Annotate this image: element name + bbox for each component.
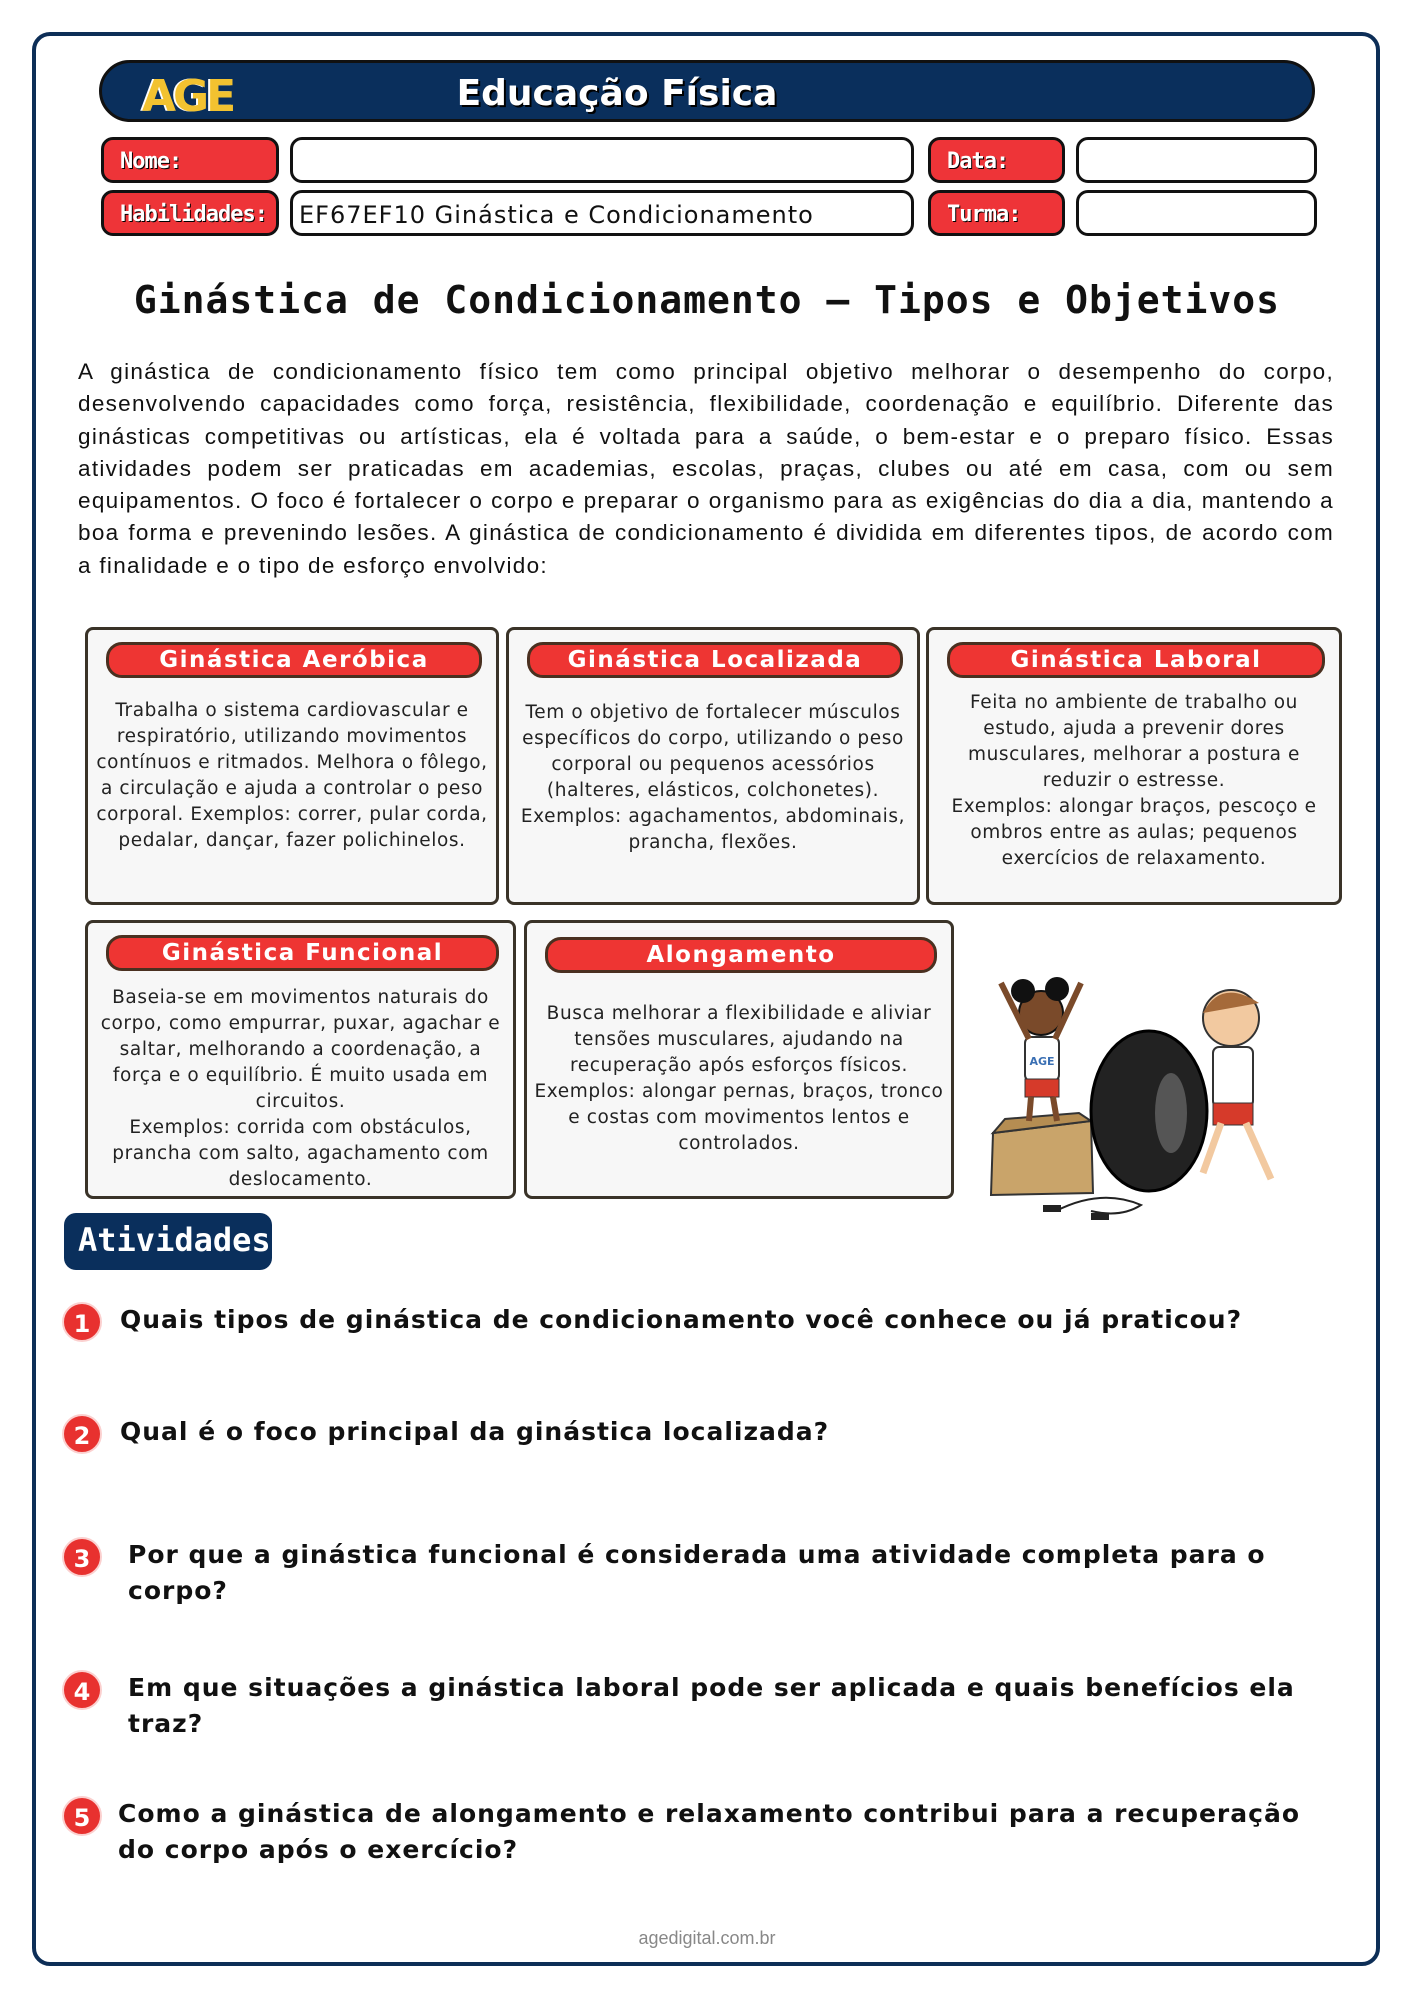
question-text: Em que situações a ginástica laboral pode ser aplicada e quais benefícios ela traz? <box>128 1673 1295 1738</box>
kids-exercising-illustration <box>981 943 1344 1229</box>
skills-label: Habilidades: <box>101 190 279 236</box>
card-text: Busca melhorar a flexibilidade e aliviar tensões musculares, ajudando na recuperação após esforços físicos. Exemplos: alongar pernas, braços, tronco e costas com movimentos lentos e controlados. <box>534 1003 944 1154</box>
question-text: Por que a ginástica funcional é considerada uma atividade completa para o corpo? <box>128 1540 1266 1605</box>
card-text: Tem o objetivo de fortalecer músculos específicos do corpo, utilizando o peso corporal ou pequenos acessórios (halteres, elásticos, colchonetes). Exemplos: agachamentos, abdominais, prancha, flexões. <box>520 702 906 853</box>
wooden-box-icon <box>991 1113 1093 1195</box>
activities-heading: Atividades <box>64 1213 272 1270</box>
girl-figure <box>1001 977 1081 1121</box>
card-title: Ginástica Laboral <box>947 642 1325 678</box>
question-text: Como a ginástica de alongamento e relaxamento contribui para a recuperação do corpo após o exercício? <box>118 1799 1300 1864</box>
number-badge: 1 <box>62 1302 102 1342</box>
card-text: Trabalha o sistema cardiovascular e respiratório, utilizando movimentos contínuos e ritmados. Melhora o fôlego, a circulação e ajuda a controlar o peso corporal. Exemplos: correr, pular corda, pedalar, dançar, fazer polichinelos. <box>96 700 488 851</box>
header-banner <box>99 60 1315 122</box>
question-5 <box>62 1796 1352 1868</box>
question-2 <box>62 1414 1352 1454</box>
card-text: Feita no ambiente de trabalho ou estudo, ajuda a prevenir dores musculares, melhorar a postura e reduzir o estresse. Exemplos: alongar braços, pescoço e ombros entre as aulas; pequenos exercícios de relaxamento. <box>951 692 1317 869</box>
tire-icon <box>1091 1031 1207 1191</box>
card-text: Baseia-se em movimentos naturais do corpo, como empurrar, puxar, agachar e saltar, melhorando a coordenação, a força e o equilíbrio. É muito usada em circuitos. Exemplos: corrida com obstáculos, prancha com salto, agachamento com deslocamento. <box>100 987 501 1190</box>
class-label: Turma: <box>928 190 1065 236</box>
skills-field[interactable]: EF67EF10 Ginástica e Condicionamento <box>290 190 914 236</box>
jump-rope-icon <box>1043 1198 1141 1220</box>
card-localizada <box>506 627 920 905</box>
question-text: Qual é o foco principal da ginástica localizada? <box>120 1417 830 1446</box>
card-title: Ginástica Localizada <box>527 642 903 678</box>
svg-text:AGE: AGE <box>1029 1055 1055 1068</box>
age-logo: AGE <box>142 71 234 122</box>
question-text: Quais tipos de ginástica de condicionamento você conhece ou já praticou? <box>120 1305 1243 1334</box>
name-label: Nome: <box>101 137 279 183</box>
card-laboral <box>926 627 1342 905</box>
card-title: Ginástica Aeróbica <box>106 642 482 678</box>
card-alongamento <box>524 920 954 1199</box>
footer-url[interactable]: agedigital.com.br <box>638 1928 776 1948</box>
card-title: Alongamento <box>545 937 937 973</box>
worksheet-title: Ginástica de Condicionamento – Tipos e Objetivos <box>133 278 1281 322</box>
card-aerobica <box>85 627 499 905</box>
question-1 <box>62 1302 1352 1342</box>
card-funcional <box>85 920 516 1199</box>
question-4 <box>62 1670 1352 1742</box>
number-badge: 3 <box>62 1537 102 1577</box>
date-label: Data: <box>928 137 1065 183</box>
number-badge: 2 <box>62 1414 102 1454</box>
date-field[interactable] <box>1076 137 1317 183</box>
card-title: Ginástica Funcional <box>106 935 499 971</box>
class-field[interactable] <box>1076 190 1317 236</box>
intro-paragraph: A ginástica de condicionamento físico tem como principal objetivo melhorar o desempenho do corpo, desenvolvendo capacidades como força, resistência, flexibilidade, coordenação e equilíbrio. Diferente das ginásticas competitivas ou artísticas, ela é voltada para a saúde, o bem-estar e o preparo físico. Essas atividades podem ser praticadas em academias, escolas, praças, clubes ou até em casa, com ou sem equipamentos. O foco é fortalecer o corpo e preparar o organismo para as exigências do dia a dia, mantendo a boa forma e prevenindo lesões. A ginástica de condicionamento é dividida em diferentes tipos, de acordo com a finalidade e o tipo de esforço envolvido: <box>78 359 1334 578</box>
number-badge: 4 <box>62 1670 102 1710</box>
boy-figure <box>1203 990 1271 1179</box>
name-field[interactable] <box>290 137 914 183</box>
question-3 <box>62 1537 1352 1609</box>
subject-title: Educação Física <box>456 73 778 114</box>
number-badge: 5 <box>62 1796 102 1836</box>
